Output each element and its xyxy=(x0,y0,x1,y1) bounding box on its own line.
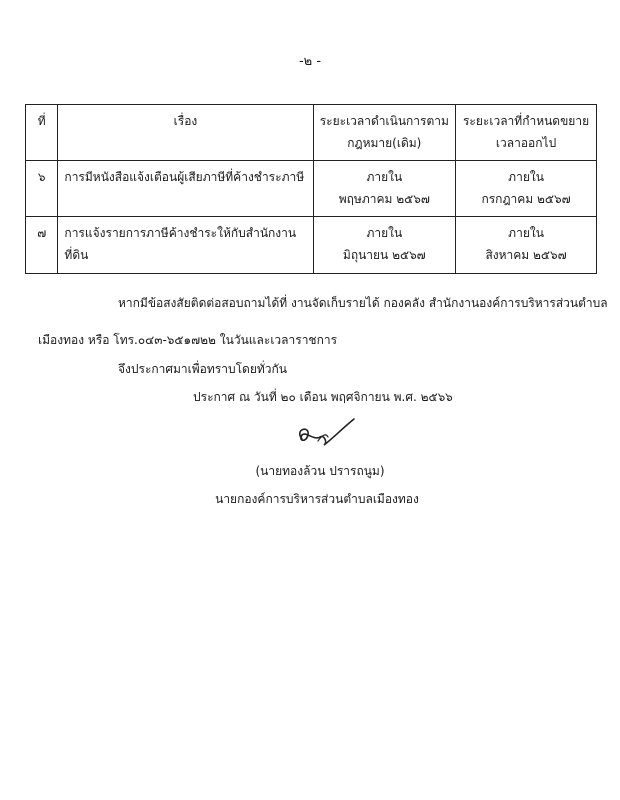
row-extended-period xyxy=(456,161,597,217)
row-original-line1: ภายใน xyxy=(366,170,403,185)
table-row xyxy=(26,161,597,217)
header-extended-period xyxy=(456,105,597,161)
row-subject-line1: การมีหนังสือแจ้งเตือนผู้เสียภาษีที่ค้างชำระภาษี xyxy=(64,170,305,185)
signer-title: นายกองค์การบริหารส่วนตำบลเมืองทอง xyxy=(215,492,419,506)
signer-name: (นายทองล้วน ปรารถนูม) xyxy=(255,464,385,478)
row-original-period xyxy=(313,217,456,273)
header-subject: เรื่อง xyxy=(58,105,313,161)
announcement-date: ประกาศ ณ วันที่ ๒๐ เดือน พฤศจิกายน พ.ศ. ๒๕๖๖ xyxy=(193,390,453,404)
handwritten-signature xyxy=(288,415,358,455)
announcement-statement: จึงประกาศมาเพื่อทราบโดยทั่วกัน xyxy=(118,362,287,376)
row-extended-period xyxy=(456,217,597,273)
row-subject-line1: การแจ้งรายการภาษีค้างชำระให้กับสำนักงาน xyxy=(64,226,297,241)
table-header-row xyxy=(26,105,597,161)
page-number: -๒ - xyxy=(298,54,322,69)
header-no: ที่ xyxy=(26,105,58,161)
table-row xyxy=(26,217,597,273)
row-original-period xyxy=(313,161,456,217)
row-number: ๖ xyxy=(26,161,58,217)
contact-paragraph-line1: หากมีข้อสงสัยติดต่อสอบถามได้ที่ งานจัดเก็บรายได้ กองคลัง สำนักงานองค์การบริหารส่วนตำบล xyxy=(118,296,608,310)
contact-paragraph-line2: เมืองทอง หรือ โทร.๐๔๓-๖๕๑๗๒๒ ในวันและเวลาราชการ xyxy=(38,333,338,347)
header-original-period xyxy=(313,105,456,161)
row-number: ๗ xyxy=(26,217,58,273)
header-original-line2: กฎหมาย(เดิม) xyxy=(347,135,422,150)
row-extended-line1: ภายใน xyxy=(508,170,544,185)
header-extended-line1: ระยะเวลาที่กำหนดขยาย xyxy=(462,114,590,128)
row-original-line2: มิถุนายน ๒๕๖๗ xyxy=(342,247,426,262)
row-extended-line2: สิงหาคม ๒๕๖๗ xyxy=(485,247,567,262)
row-subject xyxy=(58,217,313,273)
row-subject-line2: ที่ดิน xyxy=(64,247,89,262)
row-extended-line1: ภายใน xyxy=(508,226,544,241)
row-original-line1: ภายใน xyxy=(366,226,403,241)
row-extended-line2: กรกฎาคม ๒๕๖๗ xyxy=(481,191,571,206)
header-extended-line2: เวลาออกไป xyxy=(495,135,557,150)
row-original-line2: พฤษภาคม ๒๕๖๗ xyxy=(338,191,430,206)
extension-table xyxy=(25,104,597,274)
row-subject xyxy=(58,161,313,217)
header-original-line1: ระยะเวลาดำเนินการตาม xyxy=(319,114,449,128)
